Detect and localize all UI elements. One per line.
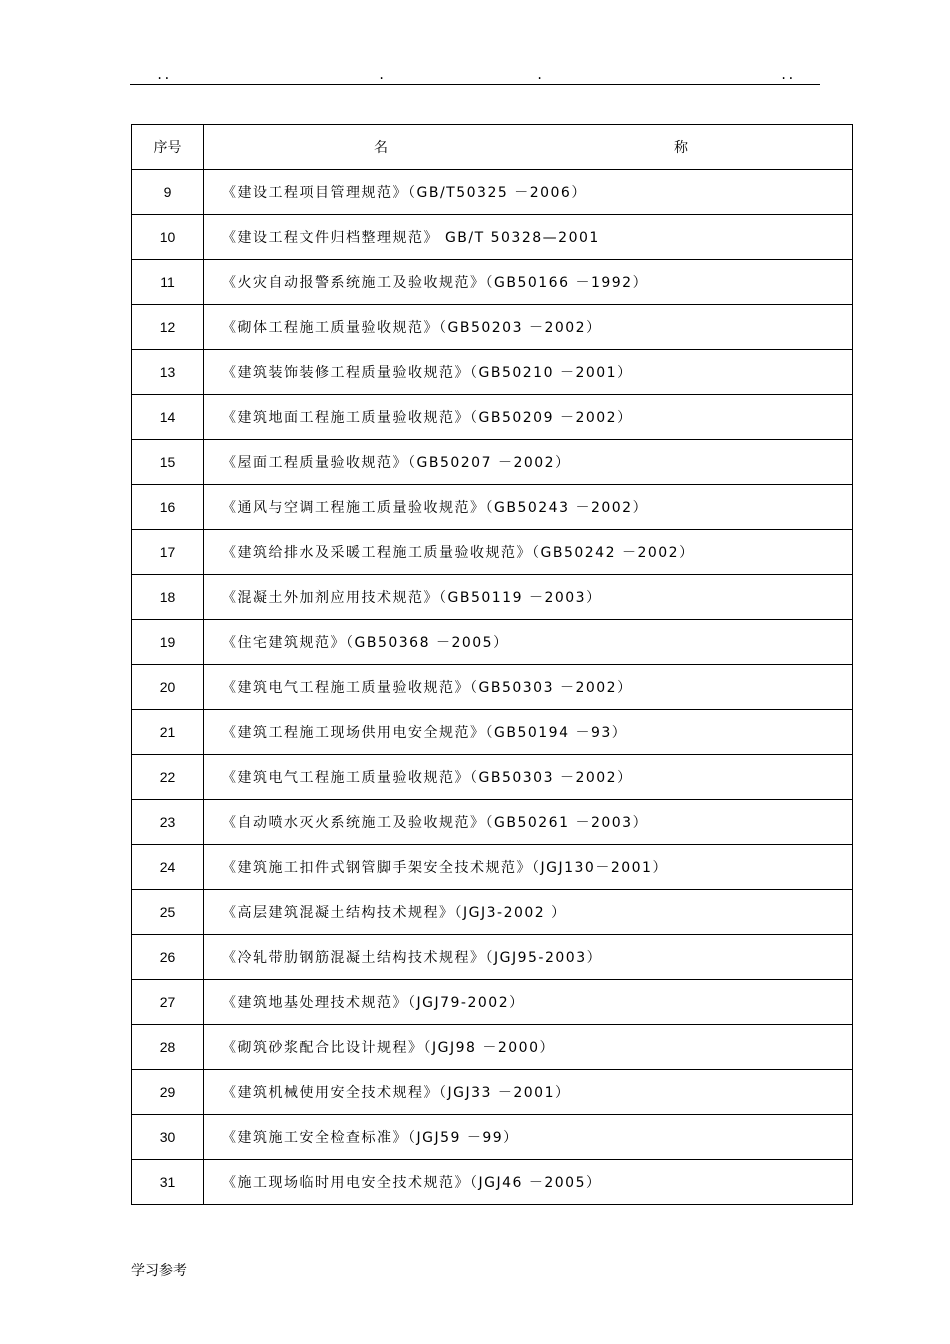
row-standard-name: 《屋面工程质量验收规范》（GB50207 －2002） [204,440,853,485]
table-row [132,845,853,890]
row-standard-name: 《建筑电气工程施工质量验收规范》（GB50303 －2002） [204,665,853,710]
row-standard-name: 《火灾自动报警系统施工及验收规范》（GB50166 －1992） [204,260,853,305]
table-row [132,1115,853,1160]
row-number: 31 [132,1160,204,1205]
row-number: 25 [132,890,204,935]
table-row [132,755,853,800]
table-row [132,890,853,935]
row-standard-name: 《冷轧带肋钢筋混凝土结构技术规程》（JGJ95-2003） [204,935,853,980]
row-number: 22 [132,755,204,800]
column-header-name-right: 称 [674,140,688,156]
row-standard-name: 《住宅建筑规范》（GB50368 －2005） [204,620,853,665]
table-row [132,1025,853,1070]
row-number: 19 [132,620,204,665]
table-row [132,215,853,260]
table-row [132,440,853,485]
row-number: 13 [132,350,204,395]
row-standard-name: 《建设工程文件归档整理规范》 GB/T 50328—2001 [204,215,853,260]
row-standard-name: 《高层建筑混凝土结构技术规程》（JGJ3-2002 ） [204,890,853,935]
row-number: 28 [132,1025,204,1070]
row-number: 14 [132,395,204,440]
table-row [132,620,853,665]
row-standard-name: 《混凝土外加剂应用技术规范》（GB50119 －2003） [204,575,853,620]
row-standard-name: 《通风与空调工程施工质量验收规范》（GB50243 －2002） [204,485,853,530]
column-header-name-left: 名 [374,140,388,156]
row-standard-name: 《砌体工程施工质量验收规范》（GB50203 －2002） [204,305,853,350]
row-standard-name: 《建筑地基处理技术规范》（JGJ79-2002） [204,980,853,1025]
column-header-number: 序号 [132,125,204,170]
table-header-row [132,125,853,170]
table-row [132,935,853,980]
row-number: 27 [132,980,204,1025]
footer-text: 学习参考 [131,1263,187,1279]
row-standard-name: 《砌筑砂浆配合比设计规程》（JGJ98 －2000） [204,1025,853,1070]
row-number: 12 [132,305,204,350]
row-number: 11 [132,260,204,305]
header-mark: . [536,68,544,82]
row-standard-name: 《建筑给排水及采暖工程施工质量验收规范》（GB50242 －2002） [204,530,853,575]
row-number: 17 [132,530,204,575]
row-number: 9 [132,170,204,215]
table-row [132,170,853,215]
row-standard-name: 《建筑施工安全检查标准》（JGJ59 －99） [204,1115,853,1160]
row-standard-name: 《建筑地面工程施工质量验收规范》（GB50209 －2002） [204,395,853,440]
table-row [132,1070,853,1115]
row-standard-name: 《建筑电气工程施工质量验收规范》（GB50303 －2002） [204,755,853,800]
row-standard-name: 《自动喷水灭火系统施工及验收规范》（GB50261 －2003） [204,800,853,845]
table-row [132,800,853,845]
row-number: 20 [132,665,204,710]
row-standard-name: 《建设工程项目管理规范》（GB/T50325 －2006） [204,170,853,215]
table-row [132,305,853,350]
row-number: 21 [132,710,204,755]
row-standard-name: 《施工现场临时用电安全技术规范》（JGJ46 －2005） [204,1160,853,1205]
table-row [132,350,853,395]
table-row [132,665,853,710]
standards-table [131,124,853,1205]
header-mark: .. [156,68,171,82]
row-standard-name: 《建筑施工扣件式钢管脚手架安全技术规范》（JGJ130－2001） [204,845,853,890]
table-row [132,530,853,575]
row-number: 16 [132,485,204,530]
header-mark: . [378,68,386,82]
header-mark: .. [780,68,795,82]
table-row [132,575,853,620]
page-header [130,68,820,85]
table-row [132,710,853,755]
row-number: 15 [132,440,204,485]
row-number: 18 [132,575,204,620]
row-standard-name: 《建筑工程施工现场供用电安全规范》（GB50194 －93） [204,710,853,755]
row-number: 24 [132,845,204,890]
row-number: 26 [132,935,204,980]
table-row [132,980,853,1025]
table-row [132,485,853,530]
row-standard-name: 《建筑机械使用安全技术规程》（JGJ33 －2001） [204,1070,853,1115]
row-number: 30 [132,1115,204,1160]
row-standard-name: 《建筑装饰装修工程质量验收规范》（GB50210 －2001） [204,350,853,395]
table-row [132,1160,853,1205]
row-number: 10 [132,215,204,260]
row-number: 29 [132,1070,204,1115]
row-number: 23 [132,800,204,845]
table-row [132,260,853,305]
column-header-name [204,125,853,170]
table-row [132,395,853,440]
